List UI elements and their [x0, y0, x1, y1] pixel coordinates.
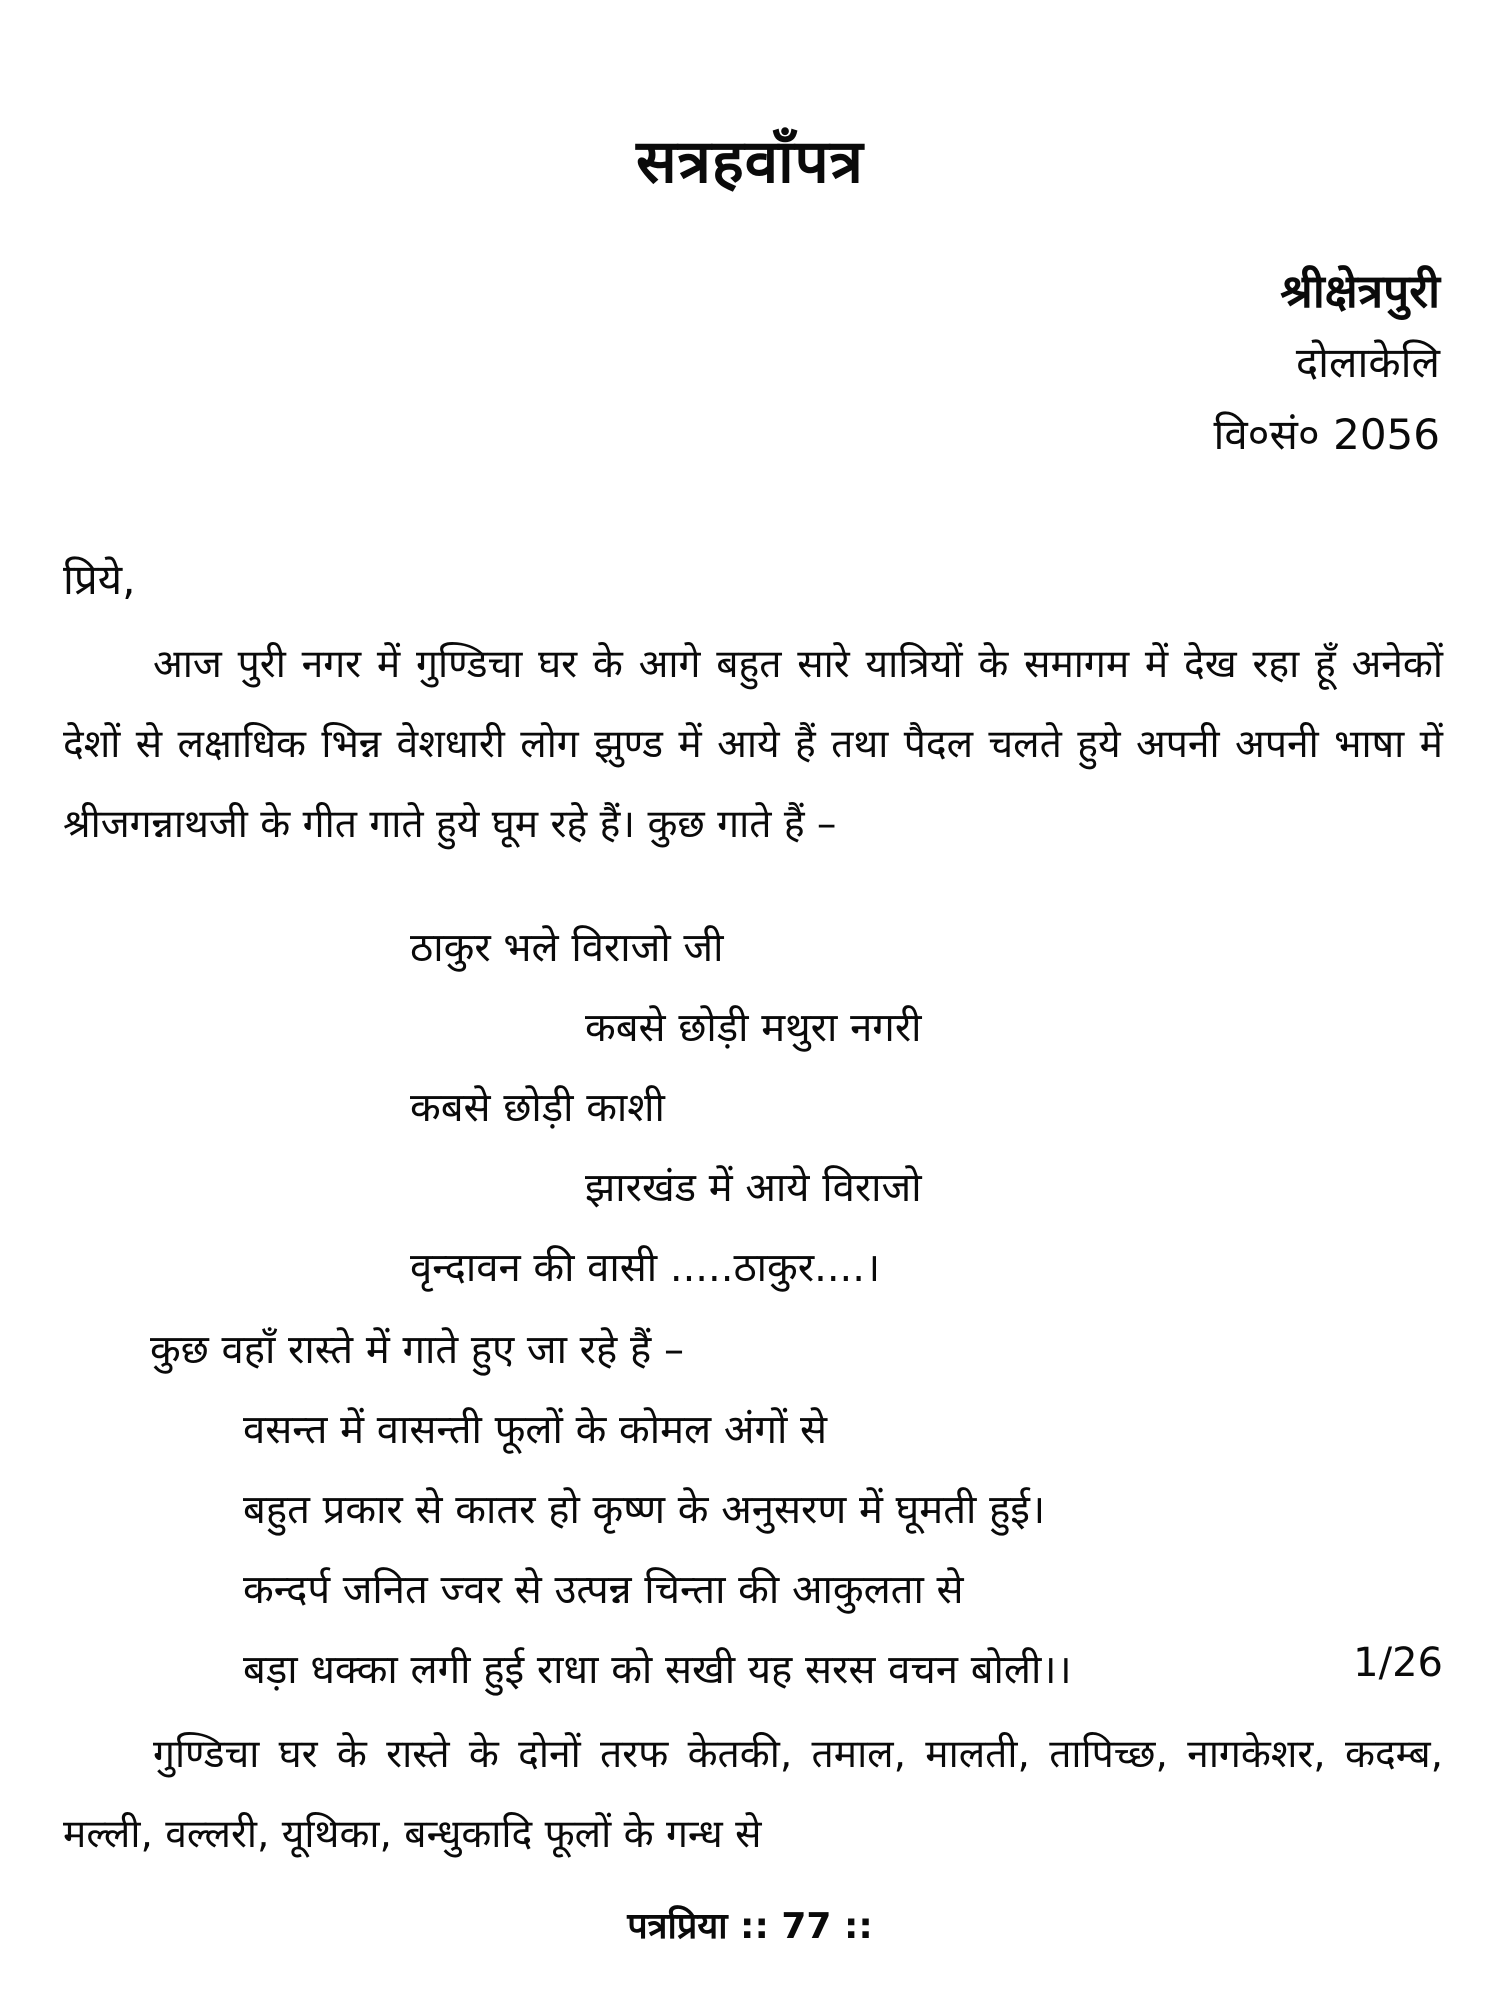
song-line-4: झारखंड में आये विराजो: [585, 1165, 922, 1211]
page-footer: पत्रप्रिया :: 77 ::: [627, 1906, 873, 1947]
song-line-1: ठाकुर भले विराजो जी: [410, 925, 724, 971]
paragraph-2-intro: कुछ वहाँ रास्ते में गाते हुए जा रहे हैं –: [150, 1327, 684, 1373]
paragraph-1-text: आज पुरी नगर में गुण्डिचा घर के आगे बहुत सारे यात्रियों के समागम में देख रहा हूँ अनेकों देशों से लक्षाधिक भिन्न वेशधारी लोग झुण्ड में आये हैं तथा पैदल चलते हुये अपनी अपनी भाषा में श्रीजगन्नाथजी के गीत गाते हुये घूम रहे हैं। कुछ गाते हैं –: [63, 642, 1443, 847]
shloka-line-2: बहुत प्रकार से कातर हो कृष्ण के अनुसरण में घूमती हुई।: [243, 1487, 1046, 1533]
song-line-5: वृन्दावन की वासी .....ठाकुर....।: [410, 1245, 881, 1291]
letter-place: श्रीक्षेत्रपुरी: [1280, 264, 1440, 318]
shloka-line-1: वसन्त में वासन्ती फूलों के कोमल अंगों से: [243, 1407, 828, 1453]
shloka-number: 1/26: [1353, 1640, 1443, 1686]
shloka-line-3: कन्दर्प जनित ज्वर से उत्पन्न चिन्ता की आकुलता से: [243, 1567, 964, 1613]
letter-date: वि०सं० 2056: [1213, 410, 1440, 459]
paragraph-3: [63, 1715, 1443, 1875]
salutation: प्रिये,: [63, 555, 136, 604]
paragraph-3-text: गुण्डिचा घर के रास्ते के दोनों तरफ केतकी, तमाल, मालती, तापिच्छ, नागकेशर, कदम्ब, मल्ली, वल्लरी, यूथिका, बन्धुकादि फूलों के गन्ध से: [63, 1732, 1443, 1857]
letter-occasion: दोलाकेलि: [1295, 338, 1440, 387]
shloka-line-4-text: बड़ा धक्का लगी हुई राधा को सखी यह सरस वचन बोली।।: [243, 1647, 1072, 1693]
shloka-line-4: [243, 1640, 1443, 1695]
page-title: सत्रहवाँपत्र: [636, 127, 864, 197]
song-line-3: कबसे छोड़ी काशी: [410, 1085, 665, 1131]
letter-header: [1213, 255, 1440, 471]
song-line-2: कबसे छोड़ी मथुरा नगरी: [585, 1005, 922, 1051]
paragraph-1: [63, 625, 1443, 865]
